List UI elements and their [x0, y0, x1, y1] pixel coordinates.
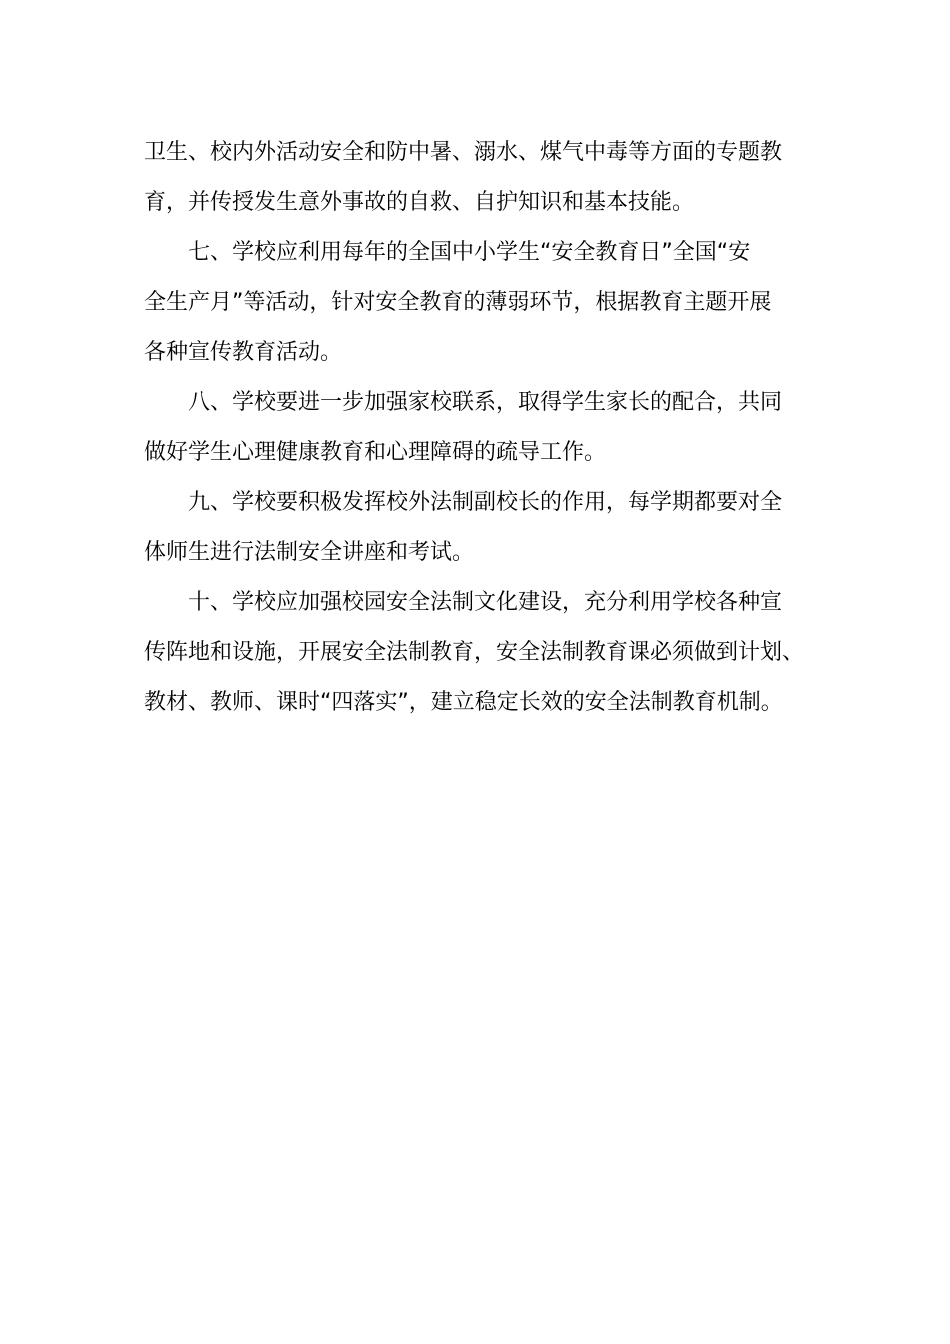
paragraph-7	[144, 228, 808, 378]
text-line: 做好学生心理健康教育和心理障碍的疏导工作。	[144, 440, 607, 465]
text-line: 九、学校要积极发挥校外法制副校长的作用，每学期都要对全	[188, 490, 783, 515]
text-line: 十、学校应加强校园安全法制文化建设，充分利用学校各种宣	[188, 590, 783, 615]
text-line: 育，并传授发生意外事故的自救、自护知识和基本技能。	[144, 190, 695, 215]
text-line: 七、学校应利用每年的全国中小学生“安全教育日”全国“安	[188, 240, 751, 265]
paragraph-8	[144, 378, 808, 478]
text-line: 各种宣传教育活动。	[144, 340, 343, 365]
text-line: 卫生、校内外活动安全和防中暑、溺水、煤气中毒等方面的专题教	[144, 140, 783, 165]
text-line: 体师生进行法制安全讲座和考试。	[144, 540, 475, 565]
text-line: 八、学校要进一步加强家校联系，取得学生家长的配合，共同	[188, 390, 783, 415]
text-line: 全生产月”等活动，针对安全教育的薄弱环节，根据教育主题开展	[144, 290, 772, 315]
text-line: 教材、教师、课时“四落实”，建立稳定长效的安全法制教育机制。	[144, 690, 783, 715]
text-line: 传阵地和设施，开展安全法制教育，安全法制教育课必须做到计划、	[144, 640, 805, 665]
paragraph-9	[144, 478, 808, 578]
paragraph-10	[144, 578, 808, 728]
document-body	[144, 128, 808, 728]
paragraph-6-continued	[144, 128, 808, 228]
